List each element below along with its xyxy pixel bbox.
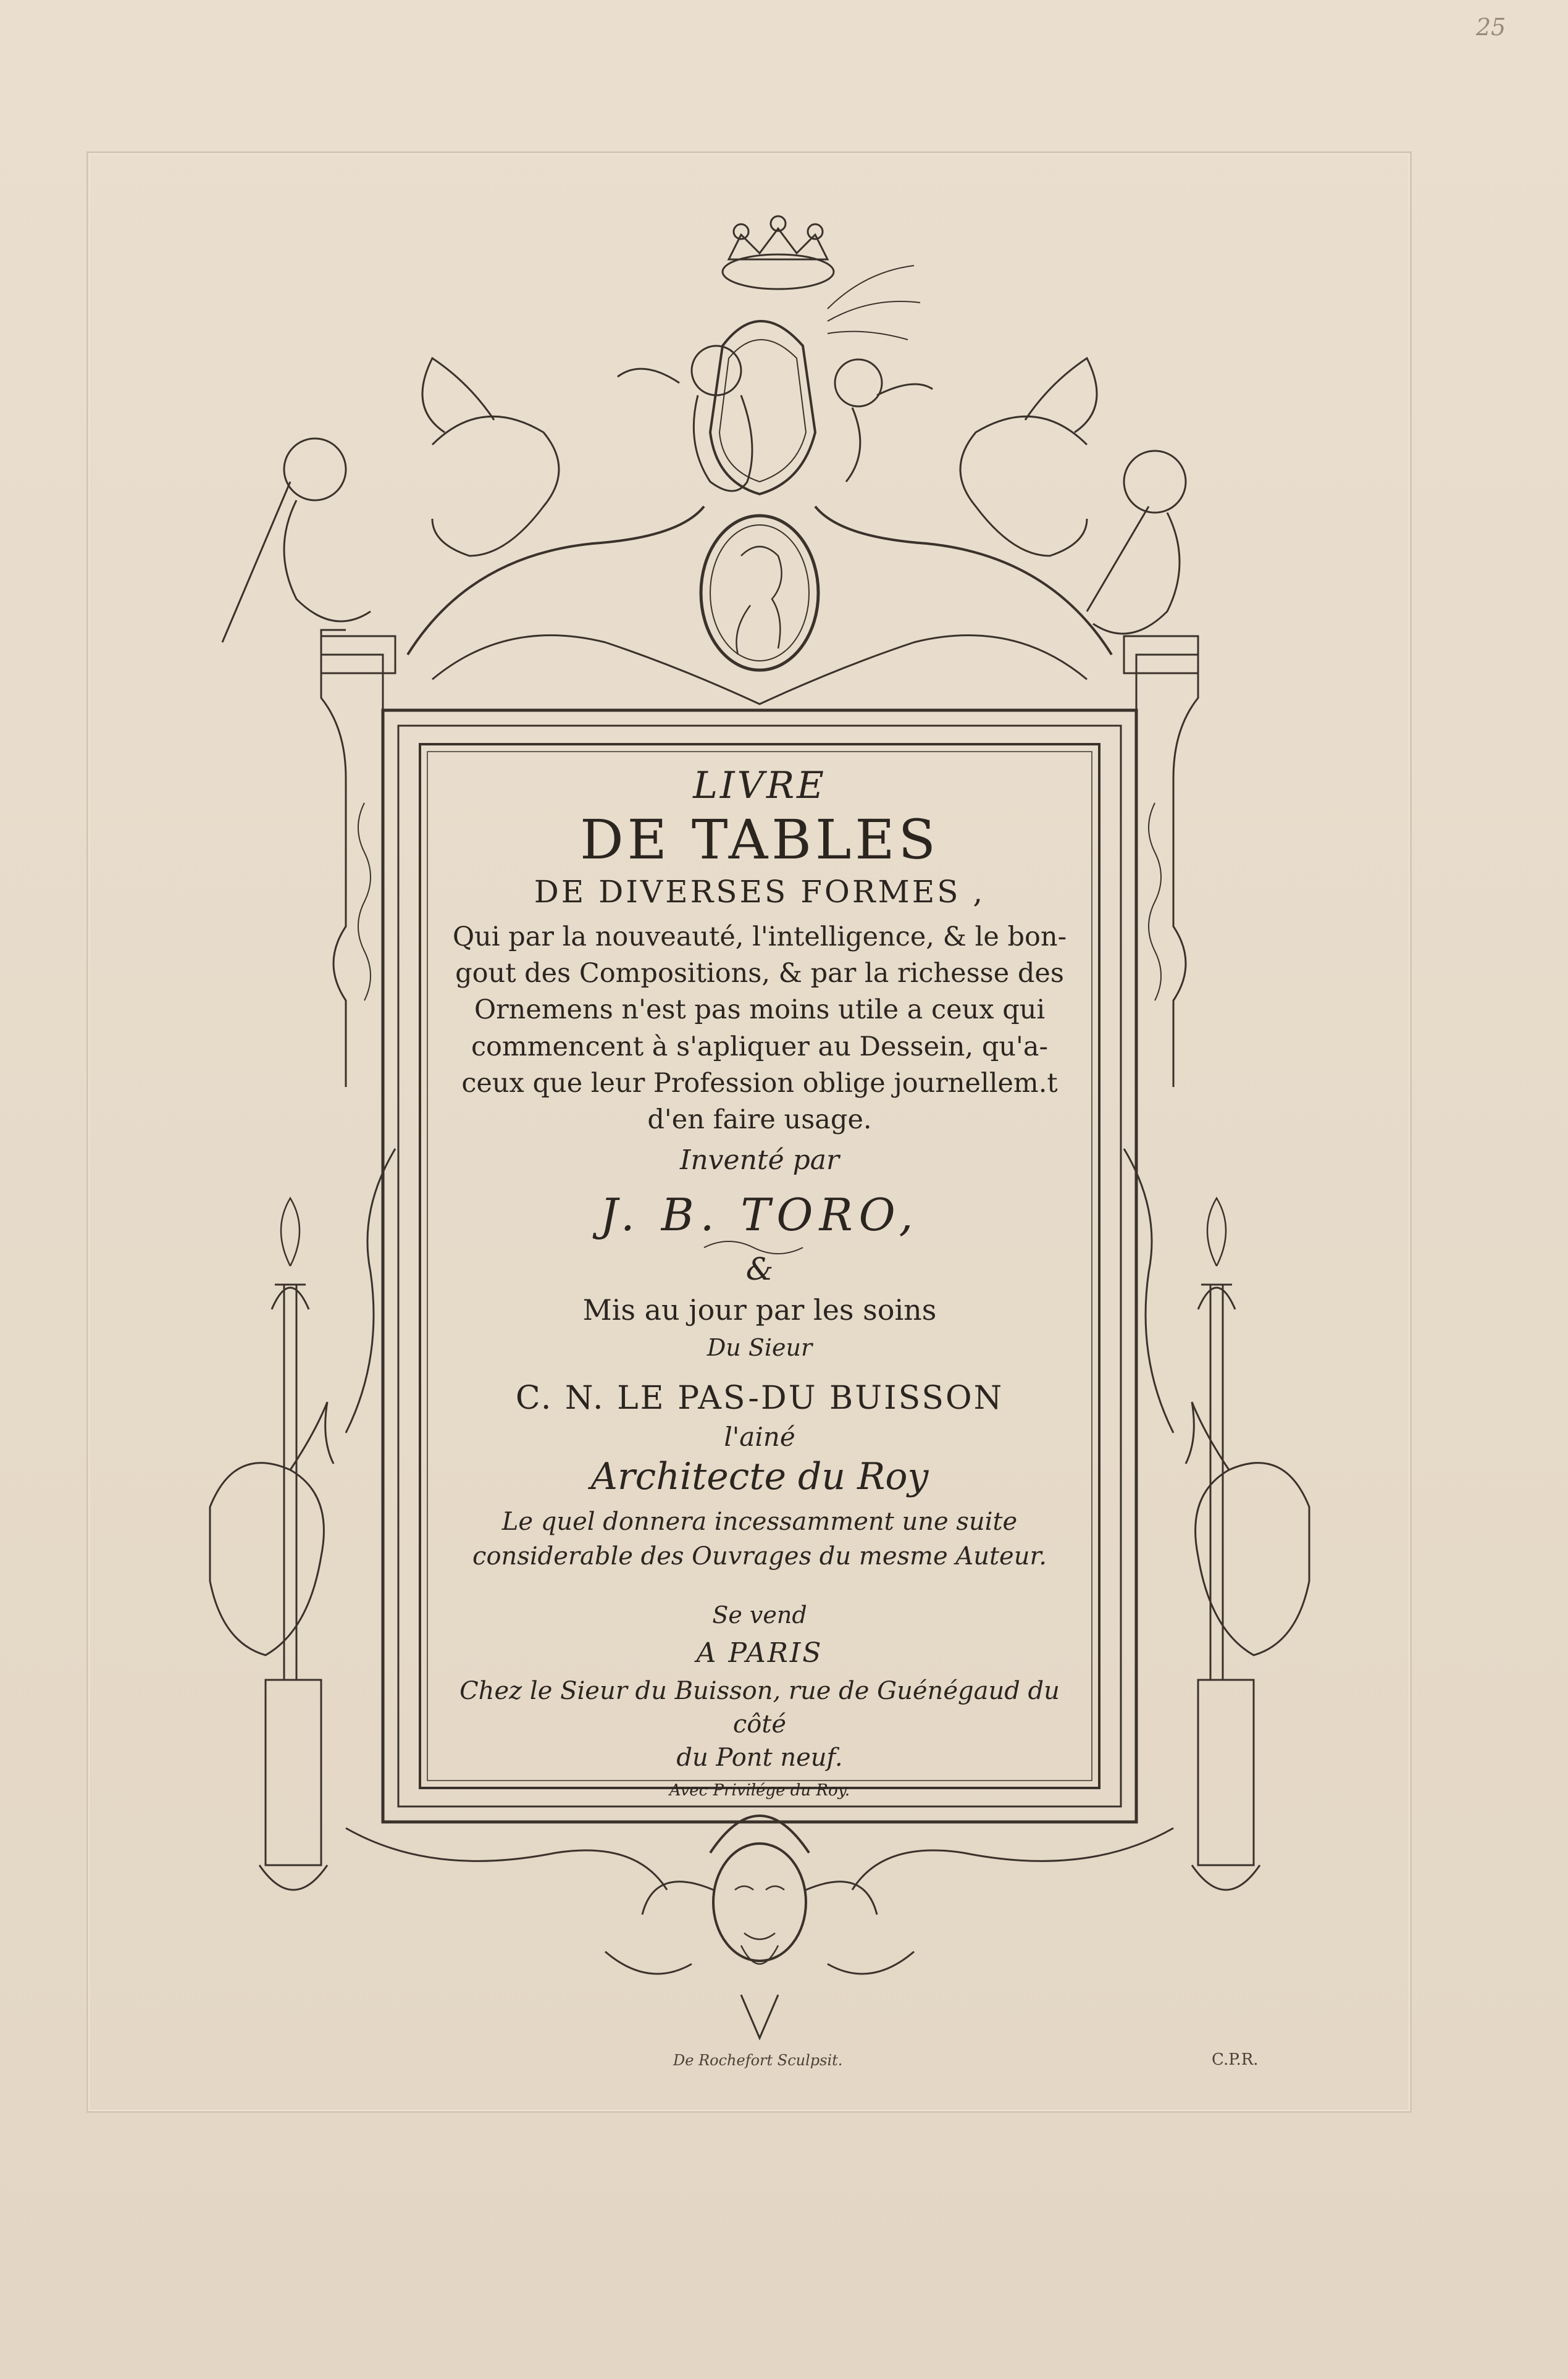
city: A PARIS <box>696 1637 823 1669</box>
portrait-medallion <box>701 516 818 670</box>
published-by: Mis au jour par les soins <box>582 1293 937 1327</box>
archive-number: 25 <box>1476 14 1506 41</box>
ampersand: & <box>745 1251 774 1288</box>
griffin-top-left <box>422 358 559 556</box>
announcement <box>432 1504 1087 1574</box>
putto-trumpet-right <box>1124 451 1186 513</box>
sale-notice: Se vend <box>712 1601 807 1629</box>
title-line-2: DE TABLES <box>580 808 939 871</box>
griffin-top-right <box>960 358 1097 556</box>
editor-title-2: Architecte du Roy <box>590 1455 929 1499</box>
description-line: Ornemens n'est pas moins utile a ceux qui <box>474 994 1046 1026</box>
description-line: ceux que leur Profession oblige journellem.t <box>461 1068 1058 1099</box>
author-name: J. B. TORO, <box>600 1189 920 1241</box>
title-line-3: DE DIVERSES FORMES , <box>534 874 986 910</box>
title-line-1: LIVRE <box>693 764 826 807</box>
invented-by: Inventé par <box>679 1144 840 1176</box>
description-line: gout des Compositions, & par la richesse des <box>455 958 1064 989</box>
cartouche-text-block <box>432 753 1087 1800</box>
description-line: d'en faire usage. <box>647 1104 872 1136</box>
description <box>432 919 1087 1139</box>
editor-title-1: l'ainé <box>724 1421 795 1452</box>
description-line: commencent à s'apliquer au Dessein, qu'a- <box>471 1031 1049 1062</box>
address-line: Chez le Sieur du Buisson, rue de Guénégaud du côté <box>459 1676 1060 1739</box>
putto-center-right <box>835 359 882 406</box>
torch-left <box>284 1285 296 1680</box>
engraver-credit: De Rochefort Sculpsit. <box>673 2052 843 2069</box>
putto-trumpet-left <box>284 438 346 500</box>
description-line: Qui par la nouveauté, l'intelligence, & le bon- <box>452 921 1067 952</box>
address <box>432 1674 1087 1774</box>
printer-mark: C.P.R. <box>1212 2050 1259 2069</box>
dragon-left <box>210 1463 324 1655</box>
announcement-line: Le quel donnera incessamment une suite <box>501 1508 1018 1537</box>
privilege: Avec Privilége du Roy. <box>669 1781 850 1800</box>
announcement-line: considerable des Ouvrages du mesme Auteur. <box>472 1542 1047 1571</box>
address-line: du Pont neuf. <box>676 1743 843 1772</box>
editor-name: C. N. LE PAS-DU BUISSON <box>515 1380 1004 1417</box>
du-sieur: Du Sieur <box>706 1334 813 1362</box>
mascaron-face <box>713 1844 806 1961</box>
dragon-right <box>1196 1463 1309 1655</box>
